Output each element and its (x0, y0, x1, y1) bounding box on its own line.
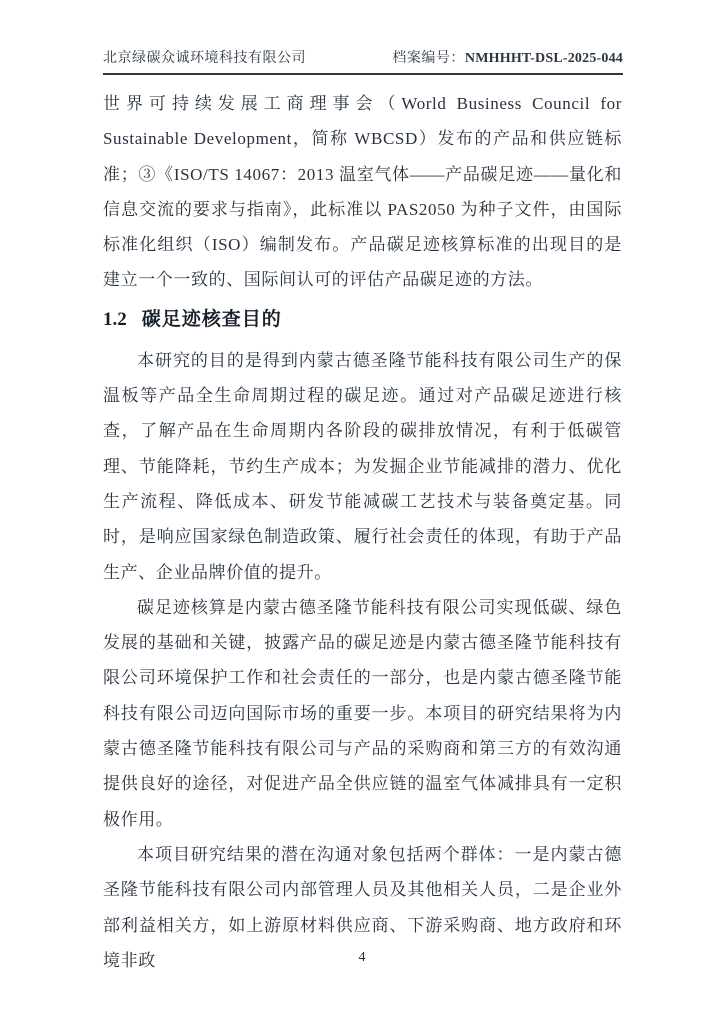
page-number: 4 (358, 950, 366, 965)
section-number: 1.2 (103, 308, 127, 330)
document-body (103, 86, 622, 978)
page-footer (0, 950, 724, 966)
paragraph-standards-intro: 世界可持续发展工商理事会（World Business Council for Sustainable Development，简称 WBCSD）发布的产品和供应链标准；③《ISO/TS 14067：2013 温室气体——产品碳足迹——量化和信息交流的要求与指南》，此标准以 PAS2050 为种子文件，由国际标准化组织（ISO）编制发布。产品碳足迹核算标准的出现目的是建立一个一致的、国际间认可的评估产品碳足迹的方法。 (103, 94, 622, 290)
paragraph-research-purpose: 本研究的目的是得到内蒙古德圣隆节能科技有限公司生产的保温板等产品全生命周期过程的碳足迹。通过对产品碳足迹进行核查，了解产品在生命周期内各阶段的碳排放情况，有利于低碳管理、节能降耗，节约生产成本；为发掘企业节能减排的潜力、优化生产流程、降低成本、研发节能减碳工艺技术与装备奠定基。同时，是响应国家绿色制造政策、履行社会责任的体现，有助于产品生产、企业品牌价值的提升。 (103, 350, 622, 582)
header-company-name: 北京绿碳众诚环境科技有限公司 (103, 51, 306, 66)
paragraph-carbon-accounting: 碳足迹核算是内蒙古德圣隆节能科技有限公司实现低碳、绿色发展的基础和关键，披露产品的碳足迹是内蒙古德圣隆节能科技有限公司环境保护工作和社会责任的一部分，也是内蒙古德圣隆节能科技有限公司迈向国际市场的重要一步。本项目的研究结果将为内蒙古德圣隆节能科技有限公司与产品的采购商和第三方的有效沟通提供良好的途径，对促进产品全供应链的温室气体减排具有一定积极作用。 (103, 597, 622, 829)
archive-value: NMHHHT-DSL-2025-044 (464, 51, 623, 66)
page-header (103, 47, 623, 75)
header-archive-number (392, 47, 623, 67)
section-heading-1-2 (103, 303, 622, 337)
archive-label: 档案编号： (392, 51, 465, 66)
paragraph-communication-audience: 本项目研究结果的潜在沟通对象包括两个群体：一是内蒙古德圣隆节能科技有限公司内部管理人员及其他相关人员，二是企业外部利益相关方，如上游原材料供应商、下游采购商、地方政府和环境非政 (103, 844, 622, 970)
section-title: 碳足迹核查目的 (141, 308, 282, 330)
